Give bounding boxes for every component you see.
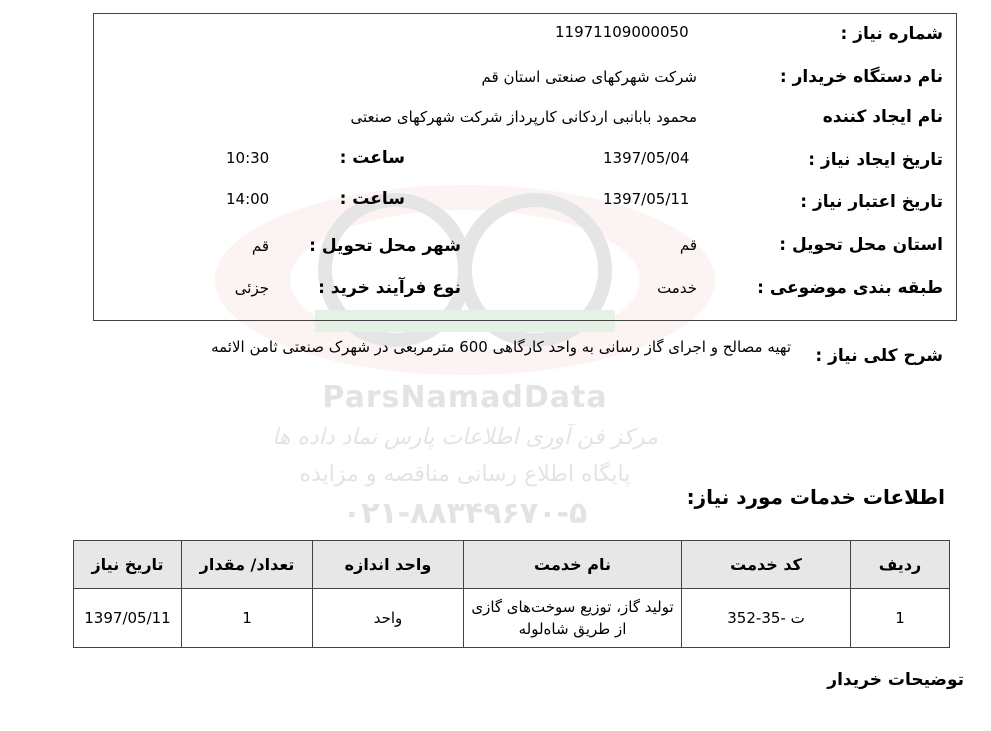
cell-quantity: 1	[182, 589, 313, 648]
need-number-label: شماره نیاز :	[840, 24, 943, 44]
cell-unit: واحد	[313, 589, 464, 648]
header-need-date: تاریخ نیاز	[74, 541, 182, 589]
created-date-value: 1397/05/04	[603, 149, 690, 167]
need-number-value: 11971109000050	[555, 23, 689, 41]
cell-need-date: 1397/05/11	[74, 589, 182, 648]
table-row	[74, 589, 950, 648]
cell-service-name: تولید گاز، توزیع سوخت‌های گازی از طریق شاه‌لوله	[464, 589, 682, 648]
valid-time-label: ساعت :	[339, 189, 405, 209]
buyer-value: شرکت شهرکهای صنعتی استان قم	[481, 68, 697, 86]
creator-value: محمود بابانبی اردکانی کارپرداز شرکت شهرکهای صنعتی	[350, 108, 697, 126]
header-service-name: نام خدمت	[464, 541, 682, 589]
created-time-value: 10:30	[226, 149, 270, 167]
watermark-brand: ParsNamadData	[322, 380, 608, 415]
creator-label: نام ایجاد کننده	[822, 107, 943, 127]
city-label: شهر محل تحویل :	[309, 236, 461, 256]
created-time-label: ساعت :	[339, 148, 405, 168]
buyer-notes-title: توضیحات خریدار	[827, 670, 964, 690]
cell-service-code: ت -35-352	[682, 589, 851, 648]
province-label: استان محل تحویل :	[779, 235, 943, 255]
header-unit: واحد اندازه	[313, 541, 464, 589]
header-quantity: تعداد/ مقدار	[182, 541, 313, 589]
watermark-line-2: پایگاه اطلاع رسانی مناقصه و مزایده	[299, 462, 631, 487]
watermark-phone: ۰۲۱-۸۸۳۴۹۶۷۰-۵	[342, 496, 588, 531]
header-row-number: ردیف	[851, 541, 950, 589]
category-label: طبقه بندی موضوعی :	[757, 278, 943, 298]
cell-row-number: 1	[851, 589, 950, 648]
process-label: نوع فرآیند خرید :	[318, 278, 461, 298]
process-value: جزئی	[234, 279, 269, 297]
valid-date-value: 1397/05/11	[603, 190, 690, 208]
watermark-line-1: مرکز فن آوری اطلاعات پارس نماد داده ها	[272, 425, 658, 450]
buyer-label: نام دستگاه خریدار :	[779, 67, 943, 87]
description-label: شرح کلی نیاز :	[815, 346, 943, 366]
services-table-header-row	[74, 541, 950, 589]
valid-date-label: تاریخ اعتبار نیاز :	[800, 192, 943, 212]
province-value: قم	[679, 236, 697, 254]
header-service-code: کد خدمت	[682, 541, 851, 589]
created-date-label: تاریخ ایجاد نیاز :	[808, 150, 943, 170]
category-value: خدمت	[657, 279, 697, 297]
city-value: قم	[251, 237, 269, 255]
description-value: تهیه مصالح و اجرای گاز رسانی به واحد کارگاهی 600 مترمربعی در شهرک صنعتی ثامن الائمه	[211, 338, 791, 356]
services-section-title: اطلاعات خدمات مورد نیاز:	[686, 485, 945, 509]
services-table	[73, 540, 950, 648]
valid-time-value: 14:00	[226, 190, 270, 208]
